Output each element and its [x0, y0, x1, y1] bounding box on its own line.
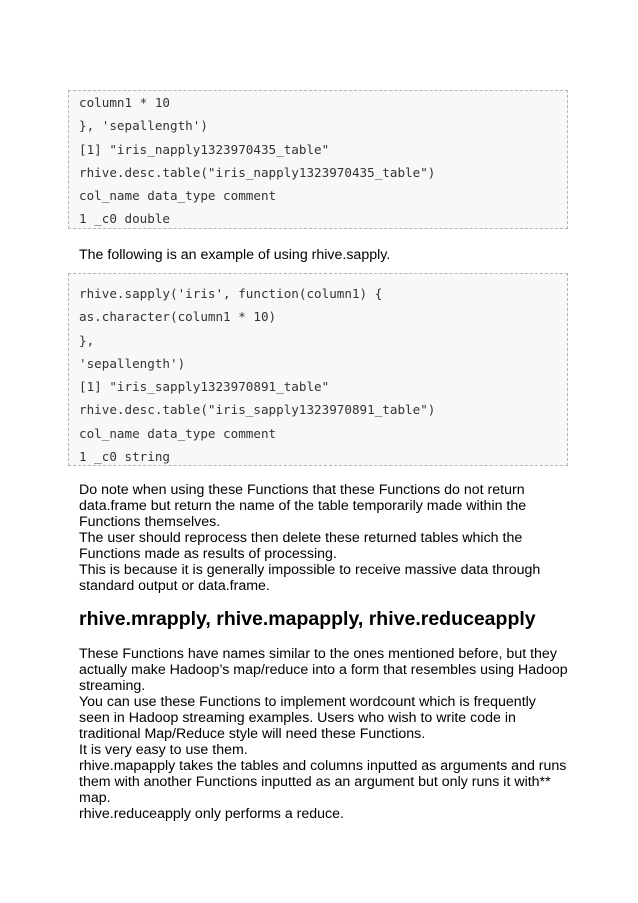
paragraph-line: These Functions have names similar to the ones mentioned before, but they: [79, 646, 557, 662]
paragraph-line: traditional Map/Reduce style will need these Functions.: [79, 726, 426, 742]
paragraph-line: This is because it is generally impossible to receive massive data through: [79, 562, 541, 578]
code-line: as.character(column1 * 10): [79, 309, 277, 325]
code-line: }, 'sepallength'): [79, 118, 208, 134]
section-heading: rhive.mrapply, rhive.mapapply, rhive.reduceapply: [79, 608, 536, 630]
paragraph-line: Functions themselves.: [79, 514, 221, 530]
code-line: rhive.desc.table("iris_napply1323970435_table"): [79, 164, 436, 180]
code-line: [1] "iris_napply1323970435_table": [79, 141, 330, 157]
code-block-sapply-example: [68, 273, 568, 466]
code-line: col_name data_type comment: [79, 425, 277, 441]
paragraph-line: streaming.: [79, 678, 146, 694]
code-block-napply-output: [68, 90, 568, 229]
code-line: col_name data_type comment: [79, 188, 277, 204]
code-line: },: [79, 332, 95, 348]
code-line: rhive.desc.table("iris_sapply1323970891_table"): [79, 402, 436, 418]
paragraph-line: data.frame but return the name of the table temporarily made within the: [79, 498, 527, 514]
paragraph-line: Do note when using these Functions that these Functions do not return: [79, 482, 525, 498]
paragraph-line: It is very easy to use them.: [79, 742, 248, 758]
paragraph-line: Functions made as results of processing.: [79, 546, 337, 562]
paragraph-line: actually make Hadoop’s map/reduce into a form that resembles using Hadoop: [79, 662, 568, 678]
paragraph-line: You can use these Functions to implement wordcount which is frequently: [79, 694, 536, 710]
paragraph-line: The user should reprocess then delete these returned tables which the: [79, 530, 523, 546]
code-line: 1 _c0 double: [79, 211, 170, 227]
paragraph-line: them with another Functions inputted as an argument but only runs it with**: [79, 774, 551, 790]
paragraph-line: map.: [79, 790, 111, 806]
note-paragraph: [79, 482, 559, 594]
code-line: [1] "iris_sapply1323970891_table": [79, 379, 330, 395]
paragraph-line: seen in Hadoop streaming examples. Users who wish to write code in: [79, 710, 516, 726]
code-line: 1 _c0 string: [79, 449, 170, 465]
code-line: rhive.sapply('iris', function(column1) {: [79, 286, 383, 301]
paragraph-line: standard output or data.frame.: [79, 578, 270, 594]
paragraph-line: rhive.reduceapply only performs a reduce.: [79, 806, 344, 822]
paragraph-line: The following is an example of using rhive.sapply.: [79, 247, 391, 263]
paragraph-line: rhive.mapapply takes the tables and columns inputted as arguments and runs: [79, 758, 567, 774]
functions-paragraph: [79, 646, 568, 822]
code-line: column1 * 10: [79, 95, 170, 110]
code-line: 'sepallength'): [79, 355, 186, 371]
intro-paragraph: [79, 247, 559, 263]
